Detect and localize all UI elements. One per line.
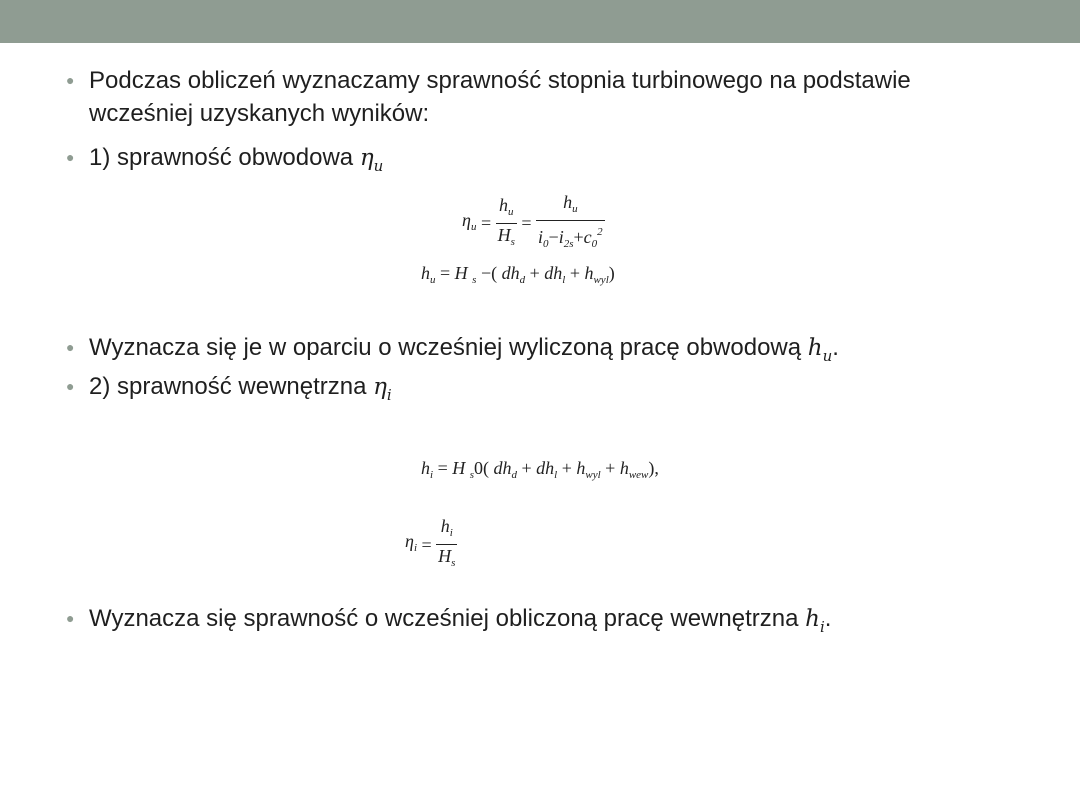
fraction-hu-over-hs: $\frac{h_u}{H_s}$ <box>497 194 515 248</box>
bullet-text <box>89 64 911 130</box>
symbol-h-i: $h_i$ <box>805 606 825 636</box>
bullet-dot: ● <box>66 378 75 394</box>
bullet-line-2: wcześniej uzyskanych wyników: <box>89 100 430 127</box>
bullet-dot: ● <box>66 339 75 355</box>
formula-h-i: $h_i = H$ $_s$0( $dh_d + dh_l + h_{wyl} + h_{wew}$), <box>421 458 659 481</box>
bullet-text: 1) sprawność obwodowa <box>89 144 354 171</box>
bullet-dot: ● <box>66 610 75 626</box>
fraction-hi-over-hs: $\frac{h_i}{H_s}$ <box>438 516 456 569</box>
fraction-hu-over-enthalpy: $\frac{h_u}{i_0-i_{2s}+c_0^2}$ <box>538 192 603 250</box>
symbol-eta-i: $\eta_i$ <box>373 374 392 404</box>
bullet-line-1: Podczas obliczeń wyznaczamy sprawność stopnia turbinowego na podstawie <box>89 67 911 94</box>
formula-eta-i: $\eta_i$ = $\frac{h_i}{H_s}$ <box>405 516 457 573</box>
symbol-eta-u: $\eta_u$ <box>359 145 384 175</box>
title-bar <box>0 0 1080 43</box>
bullet-dot: ● <box>66 149 75 165</box>
formula-h-u: $h_u = H$ $_s$ −( $dh_d + dh_l + h_{wyl}$) <box>421 263 615 286</box>
bullet-text: Wyznacza się sprawność o wcześniej obliczoną pracę wewnętrzna <box>89 605 799 632</box>
bullet-text: 2) sprawność wewnętrzna <box>89 373 367 400</box>
bullet-text: Wyznacza się je w oparciu o wcześniej wyliczoną pracę obwodową <box>89 334 802 361</box>
symbol-h-u: $h_u$ <box>807 335 833 365</box>
formula-eta-u: $\eta_u$ = $\frac{h_u}{H_s}$ = $\frac{h_u}{i_0-i_{2s}+c_0^2}$ <box>462 192 605 254</box>
bullet-dot: ● <box>66 72 75 88</box>
